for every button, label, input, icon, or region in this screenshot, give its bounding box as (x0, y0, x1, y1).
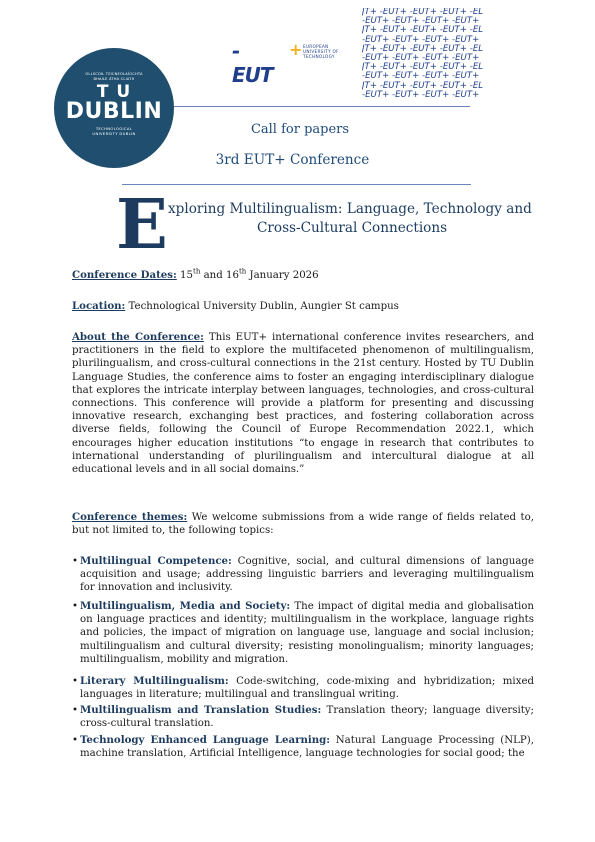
tud-logo-dublin: DUBLIN (65, 99, 163, 124)
about-text: This EUT+ international conference invites researchers, and practitioners in the field to explore the multifaceted phenomenon of multilingualism, plurilingualism, and cross-cultural connections in the 21st century. Hosted by TU Dublin Language Studies, the conference aims to foster an engaging interdisciplinary dialogue that explores the intricate interplay between languages, technologies, and cross-cultural connections. This conference will provide a platform for presenting and discussing innovative research, exchanging best practices, and fostering collaboration across diverse fields, following the Council of Europe Recommendation 2022.1, which encourages higher education institutions “to engage in research that contributes to international understanding of plurilingualism and intercultural dialogue at all educational levels and in all social domains.” (72, 332, 535, 476)
tud-logo-irish-text (54, 72, 174, 81)
location-value: Technological University Dublin, Aungier St campus (125, 301, 399, 312)
about-section (72, 331, 534, 476)
pattern-line: -EUT+ -EUT+ -EUT+ -EUT+ (362, 89, 480, 100)
theme-item (72, 734, 534, 760)
date-month-year: January 2026 (246, 270, 319, 281)
conference-title-line-2: Cross-Cultural Connections (257, 220, 448, 236)
date-day-1: 15 (180, 270, 193, 281)
bullet-icon: • (72, 676, 79, 687)
eut-tagline-3: TECHNOLOGY (303, 54, 335, 59)
date-day-2: 16 (225, 270, 239, 281)
bullet-icon: • (72, 601, 79, 612)
themes-intro: We welcome submissions from a wide range of fields related to, but not limited to, the following topics: (72, 512, 535, 537)
date-and: and (200, 270, 226, 281)
themes-section (72, 511, 534, 537)
tud-english-line-1: TECHNOLOGICAL (95, 126, 133, 131)
theme-topic: Literary Multilingualism: (80, 675, 229, 687)
theme-topic: Multilingual Competence: (80, 555, 232, 567)
pattern-line: JT+ -EUT+ -EUT+ -EUT+ -EL (362, 8, 484, 17)
themes-label: Conference themes: (72, 511, 188, 523)
call-for-papers-heading: Call for papers (250, 122, 350, 137)
pattern-line: JT+ -EUT+ -EUT+ -EUT+ -EL (362, 80, 484, 91)
eut-tagline-1: EUROPEAN (303, 44, 329, 49)
theme-item (72, 675, 534, 701)
theme-item (72, 704, 534, 730)
theme-topic: Technology Enhanced Language Learning: (80, 734, 331, 746)
theme-item (72, 555, 534, 595)
theme-topic: Multilingualism and Translation Studies: (80, 704, 322, 716)
conference-dates-label: Conference Dates: (72, 269, 177, 281)
theme-item (72, 600, 534, 666)
date-day-1-suffix: th (193, 267, 201, 276)
tud-irish-line-1: OLLSCOIL TEICNEOLAÍOCHTA (85, 72, 143, 76)
conference-title-line-1: xploring Multilingualism: Language, Technology and (168, 201, 532, 217)
theme-text: Code-switching, code-mixing and hybridization; mixed languages in literature; multilingual and translingual writing. (80, 676, 534, 701)
about-label: About the Conference: (72, 331, 204, 343)
theme-text: The impact of digital media and globalisation on language practices and identity; multilingualism in the workplace, language rights and policies, the impact of migration on language use, language and social inclusion; multilingualism and cultural diversity; resisting monolingualism; minority languages; multilingualism, mobility and migration. (80, 601, 534, 665)
eut-logo-plus: + (289, 40, 303, 59)
tu-dublin-logo (54, 48, 174, 168)
tud-english-line-2: UNIVERSITY DUBLIN (92, 130, 136, 136)
pattern-line: -EUT+ -EUT+ -EUT+ -EUT+ (362, 16, 480, 27)
bullet-icon: • (72, 556, 79, 567)
pattern-line: -EUT+ -EUT+ -EUT+ -EUT+ (362, 34, 480, 45)
conference-name-heading: 3rd EUT+ Conference (215, 152, 370, 168)
tud-irish-line-2: BHAILE ÁTHA CLIATH (93, 76, 135, 81)
pattern-line: JT+ -EUT+ -EUT+ -EUT+ -EL (362, 43, 484, 54)
theme-topic: Multilingualism, Media and Society: (80, 600, 291, 612)
theme-text: Translation theory; language diversity; cross-cultural translation. (80, 705, 534, 730)
location-label: Location: (72, 300, 126, 312)
pattern-line: JT+ -EUT+ -EUT+ -EUT+ -EL (362, 25, 484, 36)
theme-text: Natural Language Processing (NLP), machine translation, Artificial Intelligence, language technologies for social good; the (80, 735, 534, 760)
eut-tagline-2: UNIVERSITY OF (303, 49, 339, 54)
title-drop-cap: E (116, 185, 168, 265)
pattern-line: -EUT+ -EUT+ -EUT+ -EUT+ (362, 71, 480, 82)
eut-pattern-graphic (362, 8, 488, 100)
date-day-2-suffix: th (238, 267, 247, 276)
location (72, 300, 534, 313)
eut-logo-mark: -EUT (232, 39, 273, 87)
conference-dates (72, 269, 534, 282)
pattern-line: JT+ -EUT+ -EUT+ -EUT+ -EL (362, 62, 484, 73)
pattern-line: -EUT+ -EUT+ -EUT+ -EUT+ (362, 53, 480, 64)
bullet-icon: • (72, 735, 79, 746)
theme-text: Cognitive, social, and cultural dimensions of language acquisition and usage; addressing linguistic barriers and leveraging multilingualism for innovation and inclusivity. (80, 556, 534, 594)
header-rule-top (174, 106, 470, 107)
header-rule-bottom (122, 184, 471, 185)
tud-logo-tu: T U (96, 82, 132, 102)
bullet-icon: • (72, 705, 79, 716)
eut-logo-tagline (303, 44, 339, 59)
